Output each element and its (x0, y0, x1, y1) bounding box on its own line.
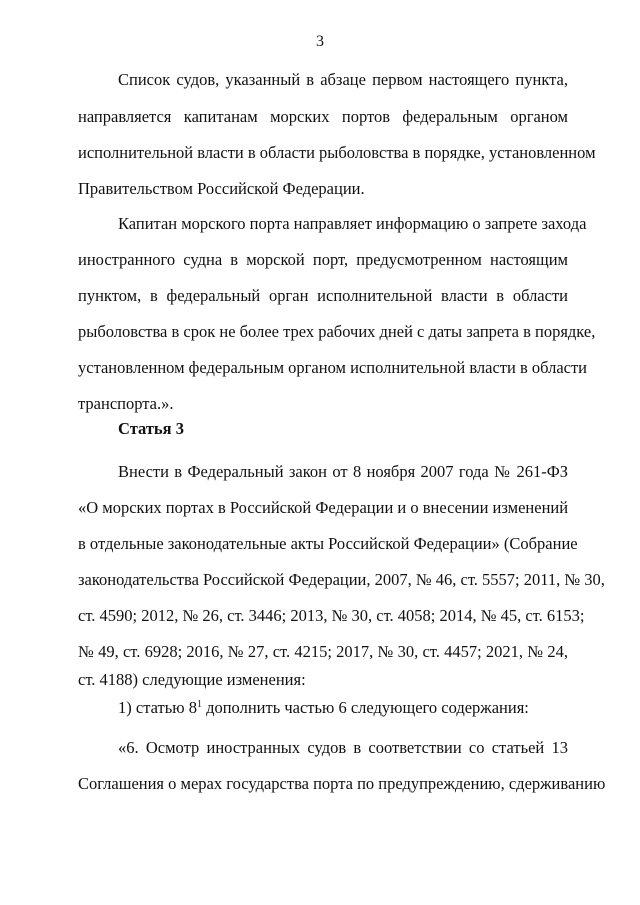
paragraph-1-line-1: Список судов, указанный в абзаце первом настоящего пункта, (118, 70, 568, 89)
paragraph-3-line-2: «О морских портах в Российской Федерации и о внесении изменений (78, 498, 569, 517)
superscript-marker: 1 (196, 699, 202, 710)
page-number: 3 (316, 33, 324, 50)
paragraph-2-line-2: иностранного судна в морской порт, предусмотренном настоящим (78, 250, 568, 269)
paragraph-2-line-4: рыболовства в срок не более трех рабочих дней с даты запрета в порядке, (78, 322, 596, 341)
paragraph-4-text-start: 1) статью 8 (118, 698, 197, 717)
paragraph-2-line-1: Капитан морского порта направляет информацию о запрете захода (118, 214, 587, 233)
paragraph-2-line-5: установленном федеральным органом исполнительной власти в области (78, 358, 588, 377)
paragraph-3-line-7: ст. 4188) следующие изменения: (78, 670, 306, 689)
paragraph-1-line-3: исполнительной власти в области рыболовства в порядке, установленном (78, 143, 596, 162)
paragraph-3-line-4: законодательства Российской Федерации, 2007, № 46, ст. 5557; 2011, № 30, (78, 570, 605, 589)
paragraph-1-line-2: направляется капитанам морских портов федеральным органом (78, 107, 568, 126)
paragraph-1-line-4: Правительством Российской Федерации. (78, 179, 365, 198)
article-heading: Статья 3 (118, 419, 184, 438)
paragraph-2-line-3: пунктом, в федеральный орган исполнительной власти в области (78, 286, 568, 305)
paragraph-5-line-2: Соглашения о мерах государства порта по предупреждению, сдерживанию (78, 774, 606, 793)
paragraph-3-line-6: № 49, ст. 6928; 2016, № 27, ст. 4215; 2017, № 30, ст. 4457; 2021, № 24, (78, 642, 568, 661)
paragraph-3-line-1: Внести в Федеральный закон от 8 ноября 2007 года № 261-ФЗ (118, 462, 568, 481)
paragraph-4-text-end: дополнить частью 6 следующего содержания: (201, 698, 529, 717)
paragraph-5-line-1: «6. Осмотр иностранных судов в соответствии со статьей 13 (118, 738, 568, 757)
paragraph-3-line-3: в отдельные законодательные акты Российской Федерации» (Собрание (78, 534, 578, 553)
paragraph-3-line-5: ст. 4590; 2012, № 26, ст. 3446; 2013, № 30, ст. 4058; 2014, № 45, ст. 6153; (78, 606, 585, 625)
paragraph-4-line-1 (118, 698, 568, 718)
paragraph-2-line-6: транспорта.». (78, 394, 174, 413)
